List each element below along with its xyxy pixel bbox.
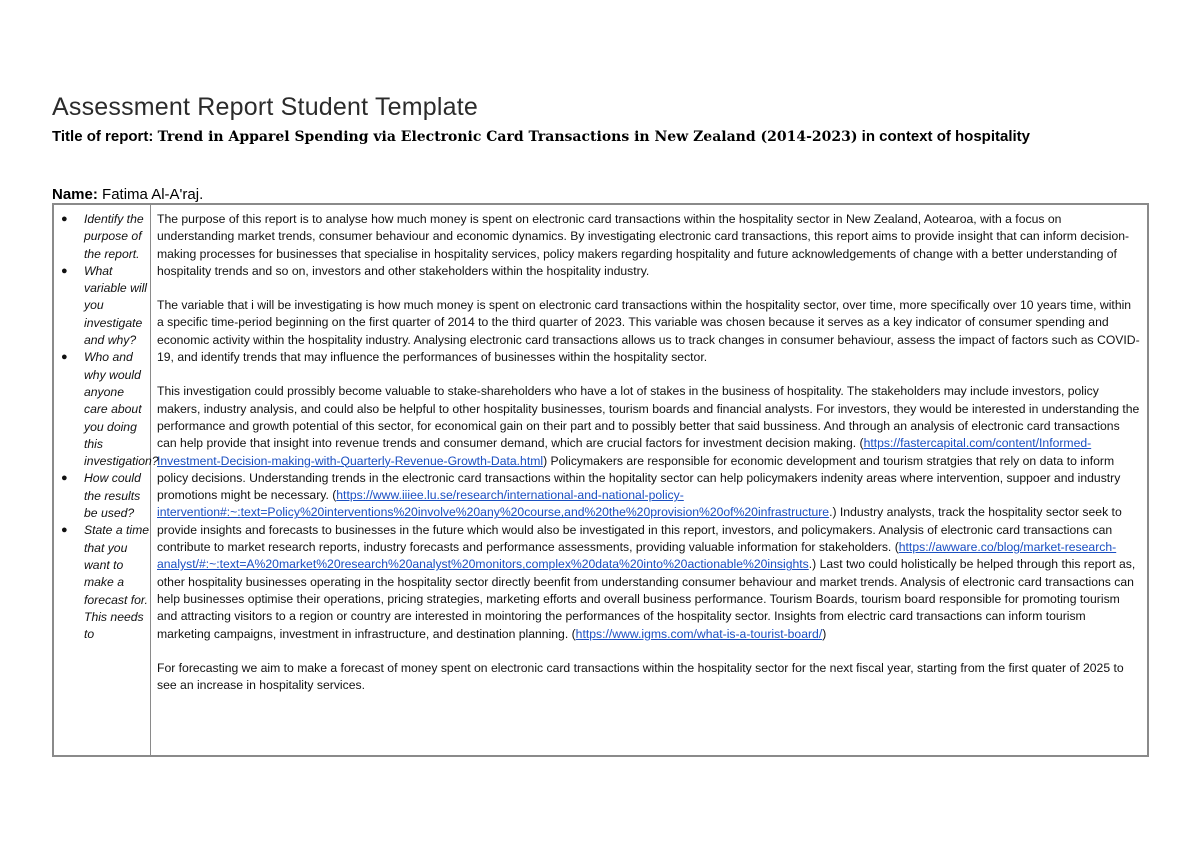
prompt-item: ● Identify the purpose of the report.	[61, 212, 144, 261]
variable-paragraph: The variable that i will be investigating is how much money is spent on electronic card transactions within the hospitality sector, over time, more specifically over 10 years time, within a specific time-period beginning on the first quarter of 2014 to the third quarter of 2023. This variable was chosen because it serves as a key indicator of consumer spending and economic activity within the hospitality industry. Analysing electronic card transactions allows us to track changes in consumer behaviour, assess the impact of factors such as COVID-19, and identify trends that may influence the performances of businesses within the hospitality sector.	[157, 298, 1140, 365]
prompts-column	[54, 205, 159, 755]
prompt-item: ● How could the results be used?	[61, 471, 141, 521]
source-link-igms[interactable]: https://www.igms.com/what-is-a-tourist-board/	[575, 626, 823, 641]
bullet-icon: ●	[61, 213, 68, 225]
bullet-icon: ●	[61, 351, 68, 364]
purpose-paragraph: The purpose of this report is to analyse how much money is spent on electronic card transactions within the hospitality sector in New Zealand, Aotearoa, with a focus on understanding market trends, consumer behaviour and economic dynamics. By investigating electronic card transactions, this report aims to provide insight that can inform decision-making processes for businesses that specialise in hospitality services, policy makers regarding hospitality and future acknowledgements of change with a better understanding of hospitality trends and so on, investors and other stakeholders within the hospitality industry.	[157, 212, 1130, 278]
report-title-value: Trend in Apparel Spending via Electronic Card Transactions in New Zealand (2014-2023)	[157, 129, 858, 145]
source-link-iiiee[interactable]: https://www.iiiee.lu.se/research/international-and-national-policy-intervention#:~:text=Policy%20interventions%20involve%20any%20course,and%20the%20provision%20of%20infrastructure	[157, 488, 830, 520]
bullet-icon: ●	[61, 264, 68, 277]
name-value: Fatima Al-A'raj.	[97, 186, 204, 203]
stakeholders-paragraph: This investigation could prossibly become valuable to stake-shareholders who have a lot of stakes in the business of hospitality. The stakeholders may include investors, policy makers, industry analysis, and could also be helpful to other hospitality businesses, tourism boards and financial analysts. For investors, they would be interested in understanding the performance and growth potential of this sector, for economical gain on their part and to possibly better that said bussiness. And through an analysis of electronic card transactions can help provide that insight into revenue trends and consumer demand, which are crucial factors for investment decision making. (https://fastercapital.com/content/Informed-Investment-Decision-making-with-Quarterly-Revenue-Growth-Data.html) Policymakers are responsible for economic development and tourism stratgies that rely on data to inform policy decisions. Understanding trends in the electronic card transactions within the hopitality sector can help policymakers indenity areas where intervention, suppoer and industry promotions might be necessary. (https://www.iiiee.lu.se/research/international-and-national-policy-intervention#:~:text=Policy%20interventions%20involve%20any%20course,and%20the%20provision%20of%20infrastructure.) Industry analysts, track the hospitality sector seek to provide insights and forecasts to businesses in the future which would also be investigated in this report, investors, and policymakers. Analysis of electronic card transactions can contribute to market research reports, industry forecasts and performance assessments, providing valuable information for stakeholders. (https://awware.co/blog/market-research-analyst/#:~:text=A%20market%20research%20analyst%20monitors,complex%20data%20into%20actionable%20insights.) Last two could holistically be helped through this report as, other hospitality businesses operating in the hospitality sector directly beenfit from understanding consumer behaviour and market trends. Analysis of electronic card transactions can help businesses optimise their operations, pricing strategies, marketing efforts and overall business performance. Tourism Boards, tourism board responsible for promoting tourism and attracting visitors to a region or country are interested in mointoring the performances of the hospitality sector. Insights from electric card transactions can inform tourism marketing campaigns, investment in infrastructure, and destination planning. (https://www.igms.com/what-is-a-tourist-board/)	[157, 384, 1140, 641]
prompt-item: ● State a time that you want to make a forecast for. This needs to	[61, 523, 150, 642]
bullet-icon: ●	[61, 472, 68, 485]
report-title-label: Title of report:	[52, 128, 158, 145]
page-title: Assessment Report Student Template	[52, 93, 479, 121]
bullet-icon: ●	[61, 524, 68, 537]
prompt-item: ● Who and why would anyone care about you doing this investigation?	[61, 350, 159, 469]
prompt-list	[60, 211, 159, 643]
student-name	[52, 186, 203, 203]
report-title	[52, 128, 1152, 145]
source-link-fastercapital[interactable]: https://fastercapital.com/content/Informed-Investment-Decision-making-with-Quarterly-Revenue-Growth-Data.html	[157, 436, 1092, 468]
report-table	[52, 203, 1149, 757]
forecast-paragraph: For forecasting we aim to make a forecast of money spent on electronic card transactions within the hospitality sector for the next fiscal year, starting from the first quater of 2025 to see an increase in hospitality services.	[157, 660, 1124, 693]
report-content	[151, 205, 1147, 755]
name-label: Name:	[52, 186, 98, 203]
prompt-item: ● What variable will you investigate and why?	[61, 263, 147, 348]
source-link-awware[interactable]: https://awware.co/blog/market-research-analyst/#:~:text=A%20market%20research%20analyst%20monitors,complex%20data%20into%20actionable%20insights	[157, 540, 1117, 572]
report-title-suffix: in context of hospitality	[857, 128, 1031, 145]
